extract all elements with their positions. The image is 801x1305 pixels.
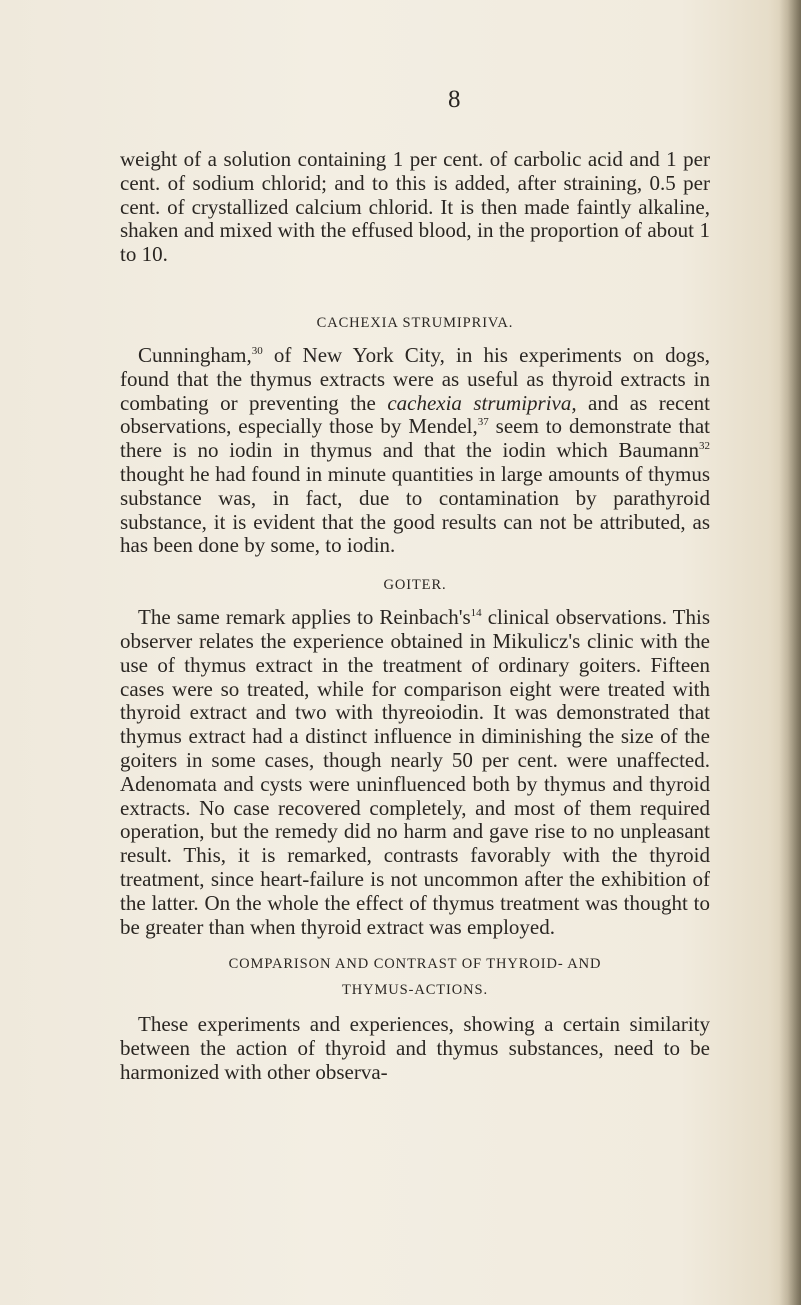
- text-segment: Cunningham,: [138, 343, 252, 367]
- paragraph-experiments: These experiments and experiences, showing a certain similarity between the action of thyroid and thymus substances, need to be harmonized with other observa-: [120, 1012, 710, 1084]
- section-heading-comparison: [120, 951, 710, 1003]
- text-segment: The same remark applies to Reinbach's: [138, 605, 471, 630]
- footnote-reference: 14: [470, 607, 482, 620]
- section-heading-goiter: GOITER.: [383, 577, 447, 594]
- page-edge-shadow: [779, 0, 801, 1305]
- page-number: 8: [448, 86, 461, 113]
- italic-term: cachexia strumipriva,: [387, 390, 577, 415]
- footnote-reference: 37: [477, 416, 489, 429]
- text-segment: thought he had found in minute quantities in large amounts of thymus substance was, in fact, due to contamination by parathyroid substance, it is evident that the good results can not be attributed, as has been done by some, to iodin.: [120, 461, 710, 558]
- paragraph-blood-solution: weight of a solution containing 1 per cent. of carbolic acid and 1 per cent. of sodium chlorid; and to this is added, after straining, 0.5 per cent. of crystallized calcium chlorid. It is then made faintly alkaline, shaken and mixed with the effused blood, in the proportion of about 1 to 10.: [120, 147, 710, 267]
- footnote-reference: 32: [699, 440, 710, 453]
- text-segment: of New York City, in his experiments on dogs, found that the thymus extracts were as useful as thyroid extracts in combating or preventing the: [120, 343, 710, 415]
- heading-line: COMPARISON AND CONTRAST OF THYROID- AND: [228, 956, 602, 973]
- footnote-reference: 30: [251, 345, 263, 357]
- heading-line: THYMUS-ACTIONS.: [341, 982, 489, 999]
- text-segment: seem to demonstrate that there is no iodin in thymus and that the iodin which Baumann: [120, 414, 710, 463]
- text-segment: clinical observations. This observer relates the experience obtained in Mikulicz's clinic with the use of thymus extract in the treatment of ordinary goiters. Fifteen cases were so treated, while for comparison eight were treated with thyroid extract and two with thyreoiodin. It was demonstrated that thymus extract had a distinct influence in diminishing the size of the goiters in some cases, though nearly 50 per cent. were unaffected. Adenomata and cysts were uninfluenced both by thymus and thyroid extracts. No case recovered completely, and most of them required operation, but the remedy did no harm and gave rise to no unpleasant result. This, it is remarked, contrasts favorably with the thyroid treatment, since heart-failure is not uncommon after the exhibition of the latter. On the whole the effect of thymus treatment was thought to be greater than when thyroid extract was employed.: [120, 605, 710, 939]
- paragraph-cunningham: [120, 344, 710, 558]
- text-column: [120, 148, 710, 1085]
- text-segment: and as recent observations, especially those by Mendel,: [120, 390, 711, 439]
- section-heading-cachexia-strumipriva: CACHEXIA STRUMIPRIVA.: [316, 315, 514, 331]
- paragraph-reinbach: [120, 606, 710, 939]
